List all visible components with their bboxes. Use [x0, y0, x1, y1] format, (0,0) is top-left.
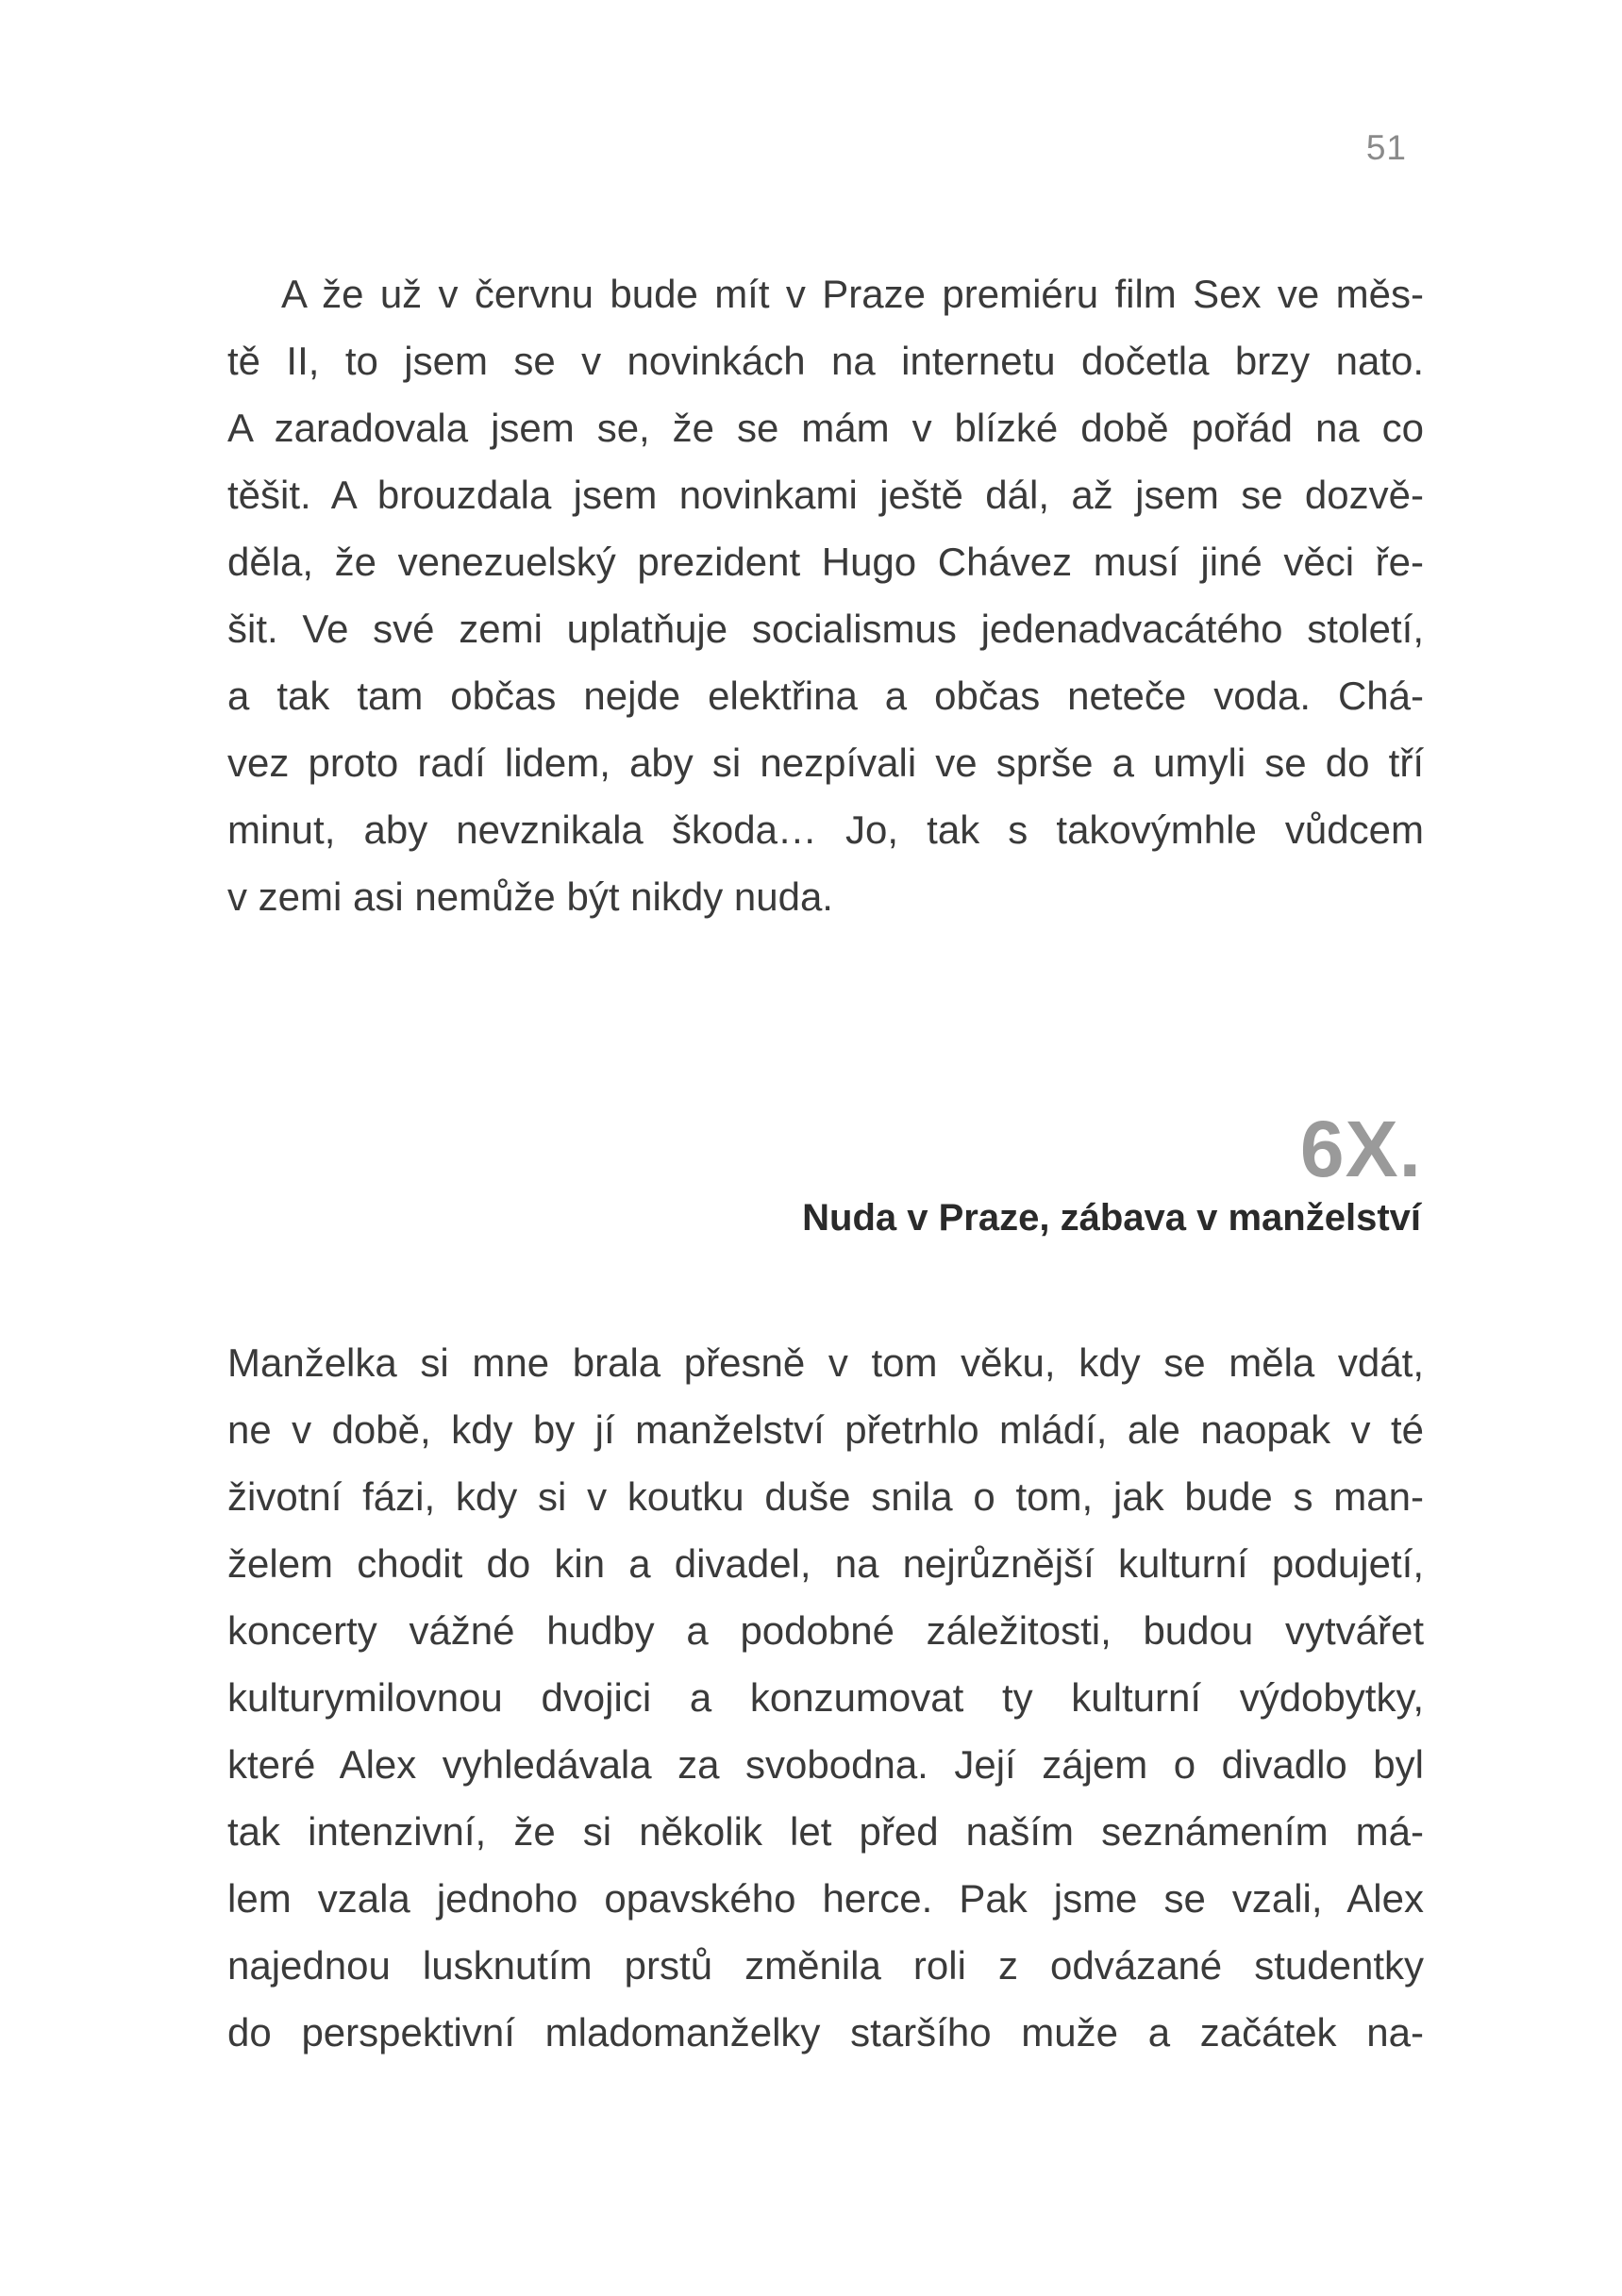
paragraph-chapter-body: [227, 1329, 1424, 2066]
text-line: šit. Ve své zemi uplatňuje socialismus jedenadvacátého století,: [227, 607, 1424, 651]
text-line: Manželka si mne brala přesně v tom věku, kdy se měla vdát,: [227, 1340, 1424, 1385]
chapter-title: Nuda v Praze, zábava v manželství: [802, 1197, 1421, 1239]
page-number: 51: [1365, 128, 1407, 167]
text-line: najednou lusknutím prstů změnila roli z odvázané studentky: [227, 1943, 1424, 1988]
text-line: děla, že venezuelský prezident Hugo Chávez musí jiné věci ře-: [227, 540, 1424, 584]
text-line: A zaradovala jsem se, že se mám v blízké době pořád na co: [227, 406, 1424, 450]
text-line: tak intenzivní, že si několik let před naším seznámením má-: [227, 1809, 1424, 1854]
text-line: v zemi asi nemůže být nikdy nuda.: [227, 874, 833, 919]
text-line: ne v době, kdy by jí manželství přetrhlo mládí, ale naopak v té: [227, 1407, 1424, 1452]
text-line: které Alex vyhledávala za svobodna. Její zájem o divadlo byl: [227, 1742, 1424, 1787]
text-line: želem chodit do kin a divadel, na nejrůznější kulturní podujetí,: [227, 1541, 1424, 1586]
text-line: A že už v červnu bude mít v Praze premiéru film Sex ve měs-: [281, 272, 1424, 316]
text-line: lem vzala jednoho opavského herce. Pak jsme se vzali, Alex: [227, 1876, 1424, 1921]
text-line: těšit. A brouzdala jsem novinkami ještě dál, až jsem se dozvě-: [227, 473, 1424, 517]
text-line: tě II, to jsem se v novinkách na internetu dočetla brzy nato.: [227, 339, 1424, 383]
paragraph-intro: [227, 260, 1424, 930]
text-line: minut, aby nevznikala škoda… Jo, tak s takovýmhle vůdcem: [227, 807, 1424, 852]
text-line: vez proto radí lidem, aby si nezpívali ve sprše a umyli se do tří: [227, 740, 1424, 785]
text-line: kulturymilovnou dvojici a konzumovat ty kulturní výdobytky,: [227, 1675, 1424, 1720]
text-line: koncerty vážné hudby a podobné záležitosti, budou vytvářet: [227, 1608, 1424, 1653]
chapter-number: 6X.: [1299, 1105, 1422, 1193]
text-line: a tak tam občas nejde elektřina a občas neteče voda. Chá-: [227, 674, 1424, 718]
text-line: životní fázi, kdy si v koutku duše snila o tom, jak bude s man-: [227, 1474, 1424, 1519]
text-line: do perspektivní mladomanželky staršího muže a začátek na-: [227, 2010, 1424, 2055]
